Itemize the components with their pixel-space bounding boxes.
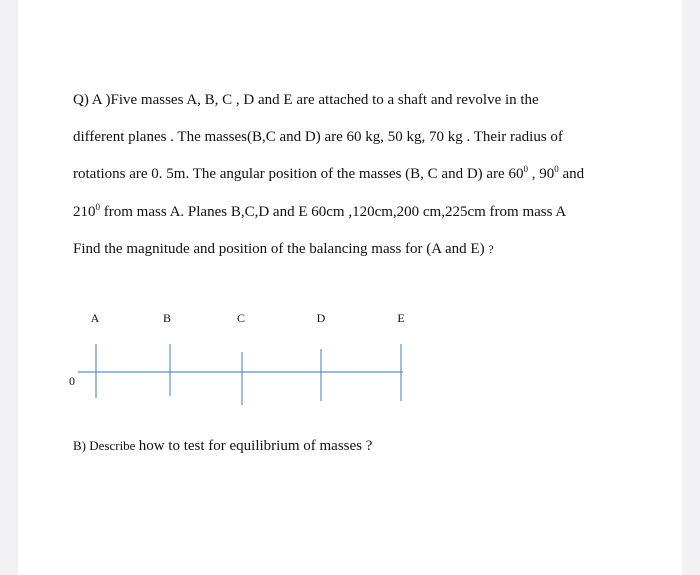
plane-label-b: B <box>162 311 171 325</box>
shaft-diagram <box>18 0 682 575</box>
plane-label-c: C <box>236 311 245 325</box>
question-line-2: different planes . The masses(B,C and D) are 60 kg, 50 kg, 70 kg . Their radius of <box>73 129 563 145</box>
origin-label: 0 <box>69 374 75 388</box>
plane-label-a: A <box>90 311 100 325</box>
document-page <box>18 0 682 575</box>
plane-label-d: D <box>316 311 326 325</box>
question-line-1: Q) A )Five masses A, B, C , D and E are attached to a shaft and revolve in the <box>73 92 539 108</box>
question-line-3: rotations are 0. 5m. The angular position of the masses (B, C and D) are $60^0$ , $90^0$ and <box>73 164 585 182</box>
question-line-4: $210^0$ from mass A. Planes B,C,D and E 60cm ,120cm,200 cm,225cm from mass A <box>73 202 567 220</box>
question-b: B) Describe how to test for equilibrium of masses ? <box>73 438 373 454</box>
question-line-5: Find the magnitude and position of the balancing mass for (A and E) ? <box>73 241 494 257</box>
plane-label-e: E <box>397 311 405 325</box>
